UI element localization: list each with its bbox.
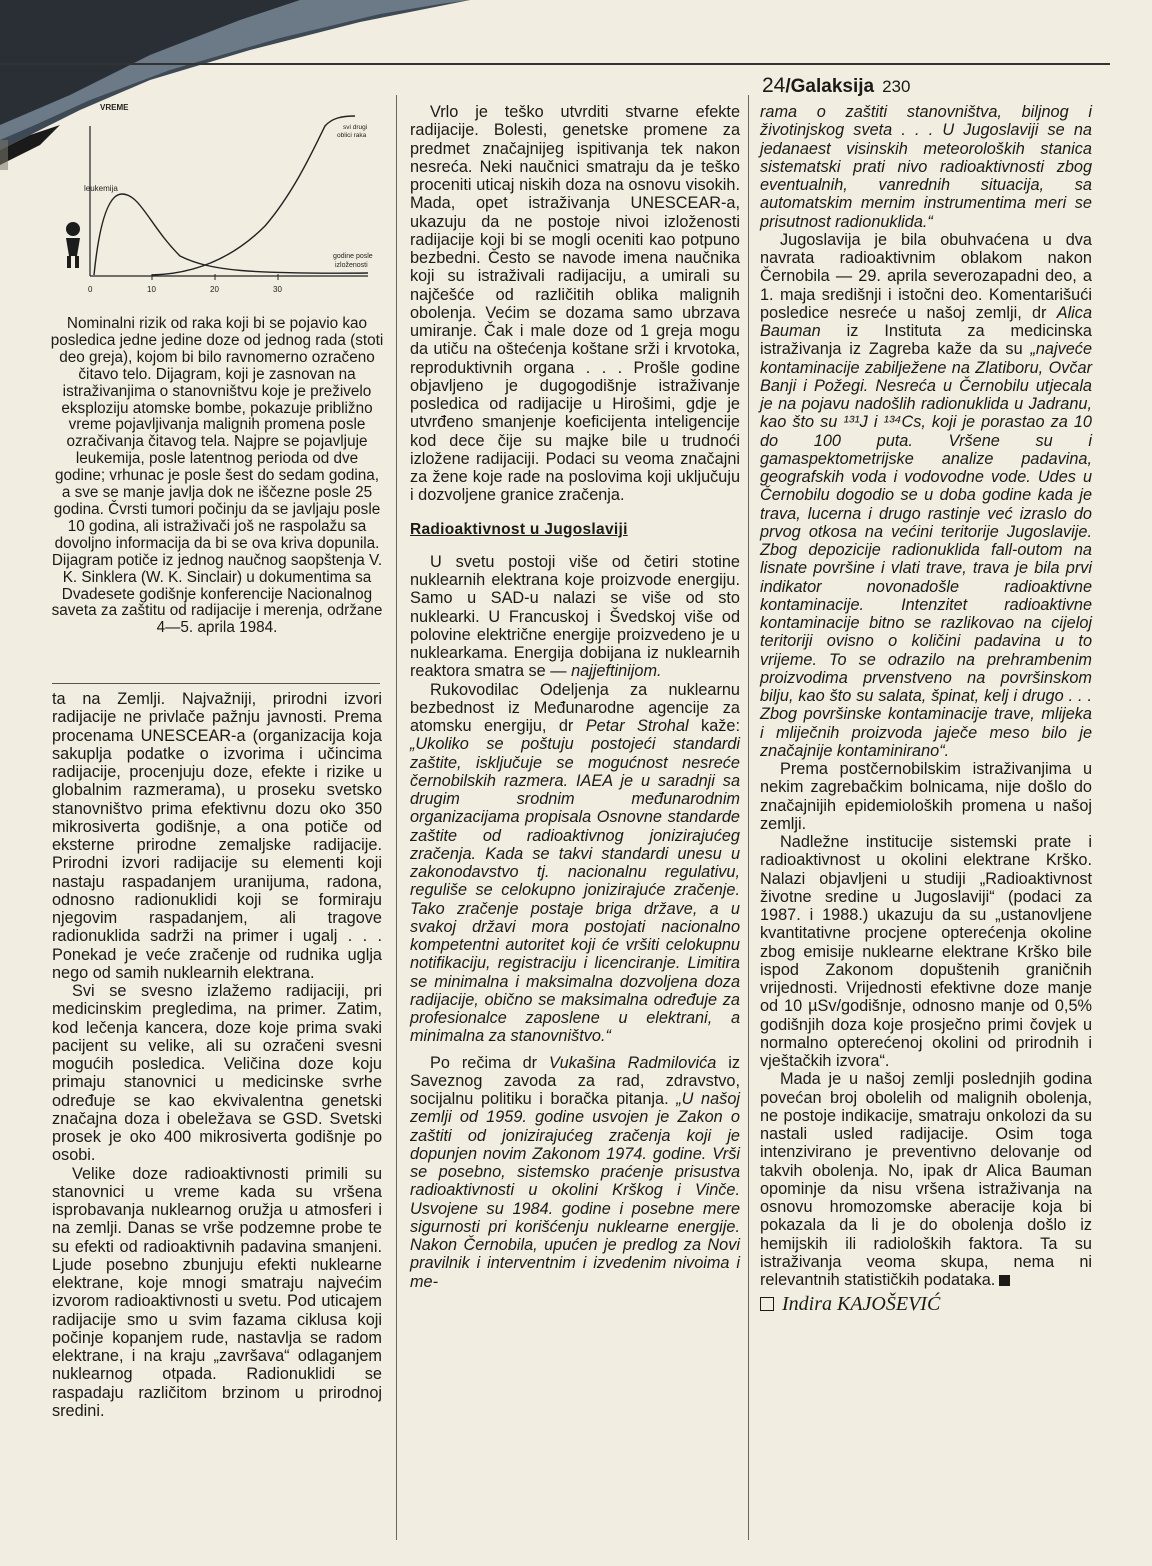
caption-rule — [52, 683, 380, 684]
page-number: 24/Galaksija 230 — [762, 74, 911, 97]
column-3 — [760, 103, 1092, 1314]
col3-paragraph-4: Nadležne institucije sistemski prate i radioaktivnost u okolini elektrane Krško. Nalazi objavljeni u studiji „Radioaktivnost životne sredine u Jugoslaviji“ (podaci za 1987. i 1988.) ukazuju da su „ustanovljene kvantitativne procjene opterećenja okoline zbog emisije nuklearne elektrane Krško bile ispod Zakonom dopuštenih graničnih vrijednosti. Vrijednosti efektivne doze manje od 10 µSv/godišnje, odnosno manje od 0,5% godišnjih doza koje prosječno primi čovjek u normalno opterećenoj okolini od prirodnih i vještačkih izvora“. — [760, 833, 1092, 1070]
col2-p4-quote: „U našoj zemlji od 1959. godine usvojen je Zakon o zaštiti od jonizirajućeg zračenja koji je dopunjen novim Zakonom 1974. godine. Vrši se posebno, sistemsko praćenje prisustva radioaktivnosti u okolini Krškog i Vinče. Usvojene su 1984. godine i posebne mere sigurnosti pri korišćenju nuklearne energije. Nakon Černobila, upućen je predlog za Novi pravilnik i interventnim i izvedenim nivoima i me- — [410, 1090, 740, 1291]
header-rule — [0, 63, 1110, 65]
col2-paragraph-2 — [410, 553, 740, 681]
tick-label-20: 20 — [210, 285, 219, 294]
col3-p2-name: Alica Bauman — [760, 303, 1092, 340]
other-cancers-curve — [152, 116, 355, 275]
column-2 — [410, 103, 740, 1291]
col1-paragraph-1: ta na Zemlji. Najvažniji, prirodni izvori radijacije ne privlače pažnju javnosti. Prema procenama UNESCEAR-a (organizacija koja sakuplja podatke o izvorima i učincima radijacije, procenjuju doze, efekte i rizike u globalnim razmerama), u proseku svetsko stanovništvo prima efektivnu dozu oko 350 mikrosiverta godišnje, a ona potiče od eksterne prirodne zemaljske radijacije. Prirodni izvori radijacije su elementi koji nastaju raspadanjem uranijuma, radona, odnosno radionuklidi koji se formiraju njegovim raspadanjem, ali tragove radionuklida sadrži na primer i ugalj . . . Ponekad je veće zračenje od rudnika uglja nego od samih nuklearnih elektrana. — [52, 690, 382, 982]
col2-p3-quote: „Ukoliko se poštuju postojeći standardi zaštite, isključuje se mogućnost nesreće černobilskih razmera. IAEA je u saradnji sa drugim srodnim međunarodnim organizacijama propisala Osnovne standarde zaštite od radioaktivnog jonizirajućeg zračenja. Kada se takvi standardi unesu u zakonodavstvo tj. nacionalnu regulativu, reguliše se celokupno jonizirajuće zračenje. Tako zračenje postaje briga države, a u svakoj državi mora postojati nacionalno kompetentni autoritet koji će vršiti celokupnu notifikaciju, registraciju i licenciranje. Limitira se minimalna i maksimalna dozvoljena doza radijacije, obično se maksimalna određuje za profesionalce zaposlene u elektrani, a minimalna za stanovništvo.“ — [410, 735, 740, 1046]
col3-p2-quote: „najveće kontaminacije zabilježene na Zlatiboru, Ovčar Banji i Požegi. Nesreća u Černobilu utjecala je na pojavu nadošlih radionuklida u Jadranu, kao što su ¹³¹J i ¹³⁴Cs, koji je porastao za 10 do 100 puta. Vršene su i gamaspektometrijske analize padavina, geografskih voda i vodovodne vode. Udes u Černobilu dogodio se u doba godine kada je trava, lucerna i drugo rastinje već izraslo do prvog otkosa na većini teritorije Jugoslavije. Zbog depozicije radionuklida fall-outom na lisnate površine i vlati trave, trava je bila prvi indikator novonadošle radioaktivne kontaminacije. Intenzitet radioaktivne kontaminacije bitno se razlikovao na cijeloj teritoriji ovisno o količini padavina u to vrijeme. To se odrazilo na prehrambenim proizvodima prvenstveno na površinskom bilju, kao što su salata, špinat, kelj i drugo . . . Zbog površinske kontaminacije trave, mlijeka i mliječnih proizvoda jaječe meso bilo je značajnije kontaminirano“. — [760, 340, 1092, 760]
col2-paragraph-1: Vrlo je teško utvrditi stvarne efekte radijacije. Bolesti, genetske promene za predmet značajnijeg ispitivanja tek nakon nesreća. Neki naučnici smatraju da je teško proceniti uticaj niskih doza na osnovu visokih. Mada, opet istraživanja UNESCEAR-a, ukazuju da ne postoje nivoi izloženosti radijacije koji bi se mogli oceniti kao potpuno bezbedni. Često se navode imena naučnika koji su istraživali radijaciju, a umirali su najčešće od različitih oblika malignih obolenja. Većim se dozama samo ubrzava umiranje. Čak i male doze od 1 greja mogu da utiču na oštećenja koštane srži i krvotoka, reproduktivnih organa . . . Prošle godine objavljeno je dugogodišnje istraživanje posledica od radijacije u Hirošimi, gdje je utvrđeno smanjenje koeficijenta inteligencije kod dece čije su majke bile u trudnoći izložene radijaciji. Podaci su veoma značajni za žene koje rade na poslovima koji uključuju i dozvoljene granice zračenja. — [410, 103, 740, 505]
section-heading: Radioaktivnost u Jugoslaviji — [410, 520, 628, 538]
col2-paragraph-4 — [410, 1054, 740, 1291]
col3-paragraph-5 — [760, 1070, 1092, 1289]
leukemia-curve — [94, 194, 368, 275]
col2-p4-text-a: Po rečima dr — [430, 1053, 550, 1072]
col1-paragraph-2: Svi se svesno izlažemo radijaciji, pri medicinskim pregledima, na primer. Zatim, kod lečenja kancera, doze koje prima svaki pacijent su velike, ali su ozračeni svesni mogućih posledica. Veličina doze koju primaju stanovnici u medicinske svrhe određuje se kao ekvivalentna genetski značajna doza i obeležava se GSD. Svetski prosek je oko 400 mikrosiverta godišnje po osobi. — [52, 982, 382, 1165]
small-figure-icon — [66, 222, 80, 268]
author-name: Indira KAJOŠEVIĆ — [782, 1293, 941, 1316]
col2-paragraph-3 — [410, 681, 740, 1046]
col3-p5-text: Mada je u našoj zemlji poslednjih godina povećan broj obolelih od malignih obolenja, ne postoje indikacije, smatraju onkolozi da su nastali usled radijacije. Osim toga intenzivirano je preventivno delovanje od takvih obolenja. No, ipak dr Alica Bauman opominje da nisu vršena istraživanja na osnovu hromozomske aberacije koja bi pokazala da li je do obolenja došlo iz hemijskih ili radioloških faktora. Ta su istraživanja veoma skupa, nema ni relevantnih statističkih podataka. — [760, 1070, 1092, 1289]
col3-p2-text-a: Jugoslavija je bila obuhvaćena u dva navrata radioaktivnim oblakom nakon Černobila — 29. aprila severozapadni deo, a 1. maja središnji i istočni deo. Komentarišući posledice nesreće u našoj zemlji, dr — [760, 230, 1092, 322]
magazine-name: Galaksija — [790, 76, 875, 97]
col2-p3-name: Petar Strohal — [585, 717, 689, 735]
axis-label-2: izloženosti — [335, 262, 368, 269]
tick-label-10: 10 — [147, 285, 156, 294]
tick-label-0: 0 — [88, 285, 93, 294]
col2-p2-italic: najjeftinijom. — [571, 662, 662, 681]
column-1 — [52, 690, 382, 1420]
col2-p3-text-b: kaže: — [688, 717, 740, 735]
diagram-corner-label: VREME — [100, 103, 129, 112]
issue-number: 230 — [882, 77, 911, 96]
column-rule-1 — [396, 95, 397, 1540]
page-number-value: 24 — [762, 74, 786, 97]
col2-p4-name: Vukašina Radmilovića — [549, 1053, 717, 1072]
tick-label-30: 30 — [273, 285, 282, 294]
col3-paragraph-2 — [760, 231, 1092, 760]
column-rule-2 — [748, 95, 749, 1540]
col1-paragraph-3: Velike doze radioaktivnosti primili su stanovnici u vreme kada su vršena isprobavanja nuklearnog oružja u atmosferi i na zemlji. Danas se vrše podzemne probe te su efekti od radioaktivnih padavina smanjeni. Ljude posebno zbunjuju efekti nuklearne elektrane, koje mnogi smatraju najvećim izvorom radioaktivnosti u svetu. Pod uticajem radijacije smo u svim fazama ciklusa koji počinje kopanjem rude, nastavlja se radom elektrane, i na kraju „završava“ odlaganjem nuklearnog otpada. Radionuklidi se raspadaju različitom brzinom u prirodnoj sredini. — [52, 1164, 382, 1420]
author-byline — [760, 1293, 1092, 1316]
label-leukemia: leukemija — [84, 184, 118, 193]
radiation-risk-diagram — [50, 96, 380, 296]
col3-p2-text-b: iz Instituta za medicinska istraživanja iz Zagreba kaže da su — [760, 322, 1092, 359]
end-of-article-mark — [999, 1275, 1010, 1286]
col3-paragraph-1: rama o zaštiti stanovništva, biljnog i životinjskog sveta . . . U Jugoslaviji se na jedanaest visinskih meteoroloških stanica sistematski prati nivo radioaktivnosti zbog eventualnih, vanrednih situacija, sa automatskim mernim instrumentima meri se prisutnost radionuklida.“ — [760, 103, 1092, 231]
figure-caption: Nominalni rizik od raka koji bi se pojavio kao posledica jedne jedine doze od jednog rada (stoti deo greja), kojom bi bilo ravnomerno ozračeno čitavo telo. Dijagram, koji je zasnovan na istraživanjima o stanovništvu koje je preživelo eksploziju atomske bombe, pokazuje približno vreme pojavljivanja malignih promena posle ozračivanja čitavog tela. Najpre se pojavljuje leukemija, posle latentnog perioda od dve godine; vrhunac je posle šest do sedam godina, a sve se manje javlja dok ne iščezne posle 25 godina. Čvrsti tumori počinju da se javljaju posle 10 godina, ali istraživači još ne raspolažu sa dovoljno informacija da bi se ova kriva dopunila. Dijagram potiče iz jednog naučnog saopštenja V. K. Sinklera (W. K. Sinclair) u dokumentima sa Dvadesete godišnje konferencije Nacionalnog saveta za zaštitu od radijacije i merenja, održane 4—5. aprila 1984. — [50, 315, 384, 637]
label-other-cancers-1: svi drugi — [343, 124, 368, 131]
label-other-cancers-2: oblici raka — [337, 132, 367, 139]
col2-p2-text: U svetu postoji više od četiri stotine nuklearnih elektrana koje proizvode energiju. Samo u SAD-u nalazi se više od sto nuklearki. U Francuskoj i Švedskoj više od polovine električne energije proizvedeno je u nuklearkama. Energija dobijana iz nuklearnih reaktora smatra se — — [410, 552, 740, 681]
col2-p3-text-a: Rukovodilac Odeljenja za nuklearnu bezbednost iz Međunarodne agencije za atomsku energiju, dr — [410, 680, 740, 735]
col2-p4-text-b: iz Saveznog zavoda za rad, zdravstvo, socijalnu politiku i boračka pitanja. — [410, 1053, 740, 1108]
col3-paragraph-3: Prema postčernobilskim istraživanjima u nekim zagrebačkim bolnicama, nije došlo do značajnijih epidemioloških promena u našoj zemlji. — [760, 760, 1092, 833]
byline-box-icon — [760, 1297, 774, 1311]
axis-label-1: godine posle — [333, 253, 373, 260]
